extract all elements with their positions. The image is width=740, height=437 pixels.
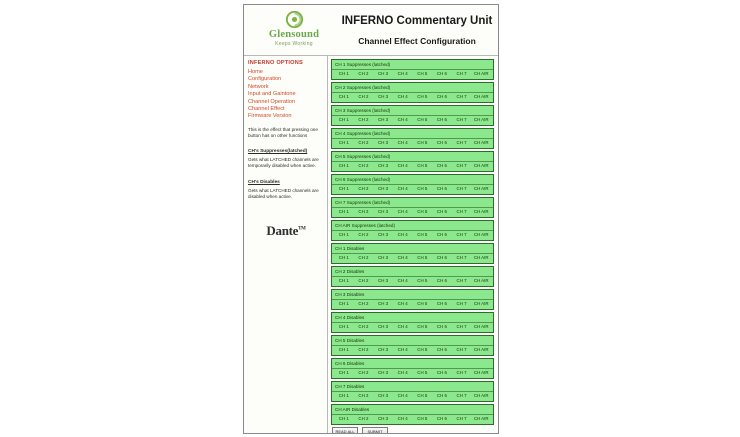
channel-group-title: CH AIR Disables <box>332 405 493 415</box>
channel-toggle-ch-air[interactable]: CH AIR <box>473 71 489 76</box>
channel-toggle-ch-2[interactable]: CH 2 <box>358 301 369 306</box>
channel-group-title: CH 6 Disables <box>332 359 493 369</box>
channel-toggle-ch-1[interactable]: CH 1 <box>338 278 349 283</box>
channel-toggle-ch-3[interactable]: CH 3 <box>378 117 389 122</box>
channel-toggle-ch-5[interactable]: CH 5 <box>417 416 428 421</box>
channel-group-title: CH 2 Suppresses (latched) <box>332 83 493 93</box>
channel-toggle-ch-air[interactable]: CH AIR <box>473 278 489 283</box>
channel-toggle-ch-3[interactable]: CH 3 <box>378 71 389 76</box>
channel-toggle-ch-6[interactable]: CH 6 <box>436 347 447 352</box>
channel-toggle-ch-2[interactable]: CH 2 <box>358 416 369 421</box>
channel-group-title: CH 3 Suppresses (latched) <box>332 106 493 116</box>
dante-logo <box>248 222 324 240</box>
sidebar-item-firmware-version[interactable]: Firmware Version <box>248 113 292 120</box>
sidebar-item-network[interactable]: Network <box>248 83 269 90</box>
channel-toggle-ch-1[interactable]: CH 1 <box>338 301 349 306</box>
channel-toggle-ch-air[interactable]: CH AIR <box>473 94 489 99</box>
sidebar-section-heading-suppresses: CH's Suppresses(latched) <box>248 149 308 155</box>
channel-toggle-ch-3[interactable]: CH 3 <box>378 278 389 283</box>
channel-group <box>331 243 494 264</box>
swirl-logo-icon <box>286 11 303 28</box>
channel-toggle-ch-4[interactable]: CH 4 <box>397 370 408 375</box>
sidebar-item-configuration[interactable]: Configuration <box>248 76 282 83</box>
channel-toggle-ch-air[interactable]: CH AIR <box>473 416 489 421</box>
channel-toggle-ch-7[interactable]: CH 7 <box>456 301 467 306</box>
channel-toggle-ch-6[interactable]: CH 6 <box>436 232 447 237</box>
channel-toggle-ch-6[interactable]: CH 6 <box>436 324 447 329</box>
channel-toggle-ch-7[interactable]: CH 7 <box>456 393 467 398</box>
sidebar-item-channel-effect[interactable]: Channel Effect <box>248 106 285 113</box>
channel-group-title: CH 4 Disables <box>332 313 493 323</box>
channel-group <box>331 335 494 356</box>
channel-toggle-ch-1[interactable]: CH 1 <box>338 370 349 375</box>
channel-toggle-ch-5[interactable]: CH 5 <box>417 140 428 145</box>
channel-toggle-ch-6[interactable]: CH 6 <box>436 186 447 191</box>
channel-group <box>331 174 494 195</box>
channel-toggle-ch-2[interactable]: CH 2 <box>358 71 369 76</box>
channel-group-title: CH 1 Disables <box>332 244 493 254</box>
page-title: INFERNO Commentary Unit <box>341 15 493 27</box>
channel-toggle-row <box>332 231 493 241</box>
channel-group <box>331 289 494 310</box>
channel-toggle-ch-2[interactable]: CH 2 <box>358 94 369 99</box>
channel-toggle-ch-5[interactable]: CH 5 <box>417 370 428 375</box>
channel-group <box>331 358 494 379</box>
channel-toggle-ch-7[interactable]: CH 7 <box>456 94 467 99</box>
channel-toggle-row <box>332 369 493 379</box>
channel-toggle-ch-1[interactable]: CH 1 <box>338 186 349 191</box>
channel-toggle-row <box>332 116 493 126</box>
channel-toggle-ch-air[interactable]: CH AIR <box>473 232 489 237</box>
channel-toggle-ch-2[interactable]: CH 2 <box>358 163 369 168</box>
channel-toggle-ch-4[interactable]: CH 4 <box>397 94 408 99</box>
channel-toggle-ch-3[interactable]: CH 3 <box>378 370 389 375</box>
channel-toggle-ch-7[interactable]: CH 7 <box>456 209 467 214</box>
channel-toggle-ch-7[interactable]: CH 7 <box>456 416 467 421</box>
brand-name: Glensound <box>268 29 320 40</box>
channel-group <box>331 312 494 333</box>
channel-toggle-ch-6[interactable]: CH 6 <box>436 71 447 76</box>
channel-group <box>331 105 494 126</box>
channel-toggle-ch-6[interactable]: CH 6 <box>436 416 447 421</box>
application-window <box>243 4 499 434</box>
channel-toggle-ch-7[interactable]: CH 7 <box>456 278 467 283</box>
channel-toggle-ch-air[interactable]: CH AIR <box>473 255 489 260</box>
channel-toggle-row <box>332 162 493 172</box>
channel-toggle-row <box>332 415 493 425</box>
channel-toggle-row <box>332 254 493 264</box>
channel-toggle-row <box>332 70 493 80</box>
channel-toggle-ch-3[interactable]: CH 3 <box>378 393 389 398</box>
channel-toggle-ch-7[interactable]: CH 7 <box>456 163 467 168</box>
channel-toggle-ch-7[interactable]: CH 7 <box>456 140 467 145</box>
channel-toggle-ch-4[interactable]: CH 4 <box>397 324 408 329</box>
channel-toggle-ch-5[interactable]: CH 5 <box>417 71 428 76</box>
channel-toggle-ch-air[interactable]: CH AIR <box>473 117 489 122</box>
channel-toggle-ch-4[interactable]: CH 4 <box>397 347 408 352</box>
channel-group <box>331 381 494 402</box>
channel-toggle-ch-6[interactable]: CH 6 <box>436 94 447 99</box>
sidebar-section-heading-disables: CH's Disables <box>248 179 280 185</box>
channel-toggle-ch-6[interactable]: CH 6 <box>436 301 447 306</box>
channel-toggle-ch-2[interactable]: CH 2 <box>358 347 369 352</box>
channel-toggle-ch-4[interactable]: CH 4 <box>397 393 408 398</box>
channel-toggle-ch-4[interactable]: CH 4 <box>397 416 408 421</box>
channel-toggle-ch-6[interactable]: CH 6 <box>436 117 447 122</box>
channel-toggle-ch-3[interactable]: CH 3 <box>378 140 389 145</box>
sidebar-intro-note: This is the effect that pressing one button has on other functions <box>248 126 318 139</box>
channel-group <box>331 59 494 80</box>
brand-logo <box>250 11 338 47</box>
channel-effect-list <box>328 56 498 433</box>
channel-group-title: CH 2 Disables <box>332 267 493 277</box>
channel-toggle-ch-1[interactable]: CH 1 <box>338 347 349 352</box>
channel-toggle-ch-1[interactable]: CH 1 <box>338 416 349 421</box>
channel-group <box>331 82 494 103</box>
channel-toggle-ch-air[interactable]: CH AIR <box>473 163 489 168</box>
channel-toggle-ch-4[interactable]: CH 4 <box>397 117 408 122</box>
channel-group <box>331 197 494 218</box>
title-block <box>340 14 494 47</box>
channel-toggle-ch-6[interactable]: CH 6 <box>436 209 447 214</box>
channel-toggle-ch-3[interactable]: CH 3 <box>378 324 389 329</box>
channel-toggle-ch-3[interactable]: CH 3 <box>378 301 389 306</box>
dante-trademark: TM <box>298 226 306 232</box>
channel-toggle-ch-4[interactable]: CH 4 <box>397 278 408 283</box>
channel-group-title: CH 5 Suppresses (latched) <box>332 152 493 162</box>
channel-toggle-ch-air[interactable]: CH AIR <box>473 370 489 375</box>
channel-toggle-ch-1[interactable]: CH 1 <box>338 393 349 398</box>
channel-toggle-ch-7[interactable]: CH 7 <box>456 186 467 191</box>
channel-toggle-ch-air[interactable]: CH AIR <box>473 393 489 398</box>
sidebar-section-text-suppresses: Gets what LATCHED channels are temporarily disabled when active. <box>248 157 319 169</box>
channel-group-title: CH 6 Suppresses (latched) <box>332 175 493 185</box>
footer-buttons <box>331 427 494 433</box>
channel-toggle-ch-3[interactable]: CH 3 <box>378 186 389 191</box>
channel-toggle-row <box>332 346 493 356</box>
channel-toggle-ch-1[interactable]: CH 1 <box>338 94 349 99</box>
channel-group <box>331 220 494 241</box>
channel-toggle-ch-5[interactable]: CH 5 <box>417 255 428 260</box>
channel-toggle-ch-6[interactable]: CH 6 <box>436 278 447 283</box>
channel-toggle-ch-1[interactable]: CH 1 <box>338 209 349 214</box>
channel-toggle-ch-3[interactable]: CH 3 <box>378 232 389 237</box>
channel-group-title: CH 7 Disables <box>332 382 493 392</box>
sidebar-title: INFERNO OPTIONS <box>248 60 303 66</box>
sidebar-item-home[interactable]: Home <box>248 69 263 75</box>
channel-toggle-ch-5[interactable]: CH 5 <box>417 324 428 329</box>
channel-toggle-ch-7[interactable]: CH 7 <box>456 232 467 237</box>
channel-group-title: CH 4 Suppresses (latched) <box>332 129 493 139</box>
channel-toggle-ch-5[interactable]: CH 5 <box>417 209 428 214</box>
sidebar-section-text-disables: Gets what LATCHED channels are disabled when active. <box>248 187 319 199</box>
channel-toggle-ch-4[interactable]: CH 4 <box>397 186 408 191</box>
submit-button[interactable]: SUBMIT <box>362 427 388 433</box>
channel-toggle-ch-2[interactable]: CH 2 <box>358 117 369 122</box>
channel-toggle-ch-7[interactable]: CH 7 <box>456 117 467 122</box>
channel-toggle-row <box>332 277 493 287</box>
channel-toggle-ch-air[interactable]: CH AIR <box>473 324 489 329</box>
channel-toggle-ch-5[interactable]: CH 5 <box>417 301 428 306</box>
channel-toggle-ch-5[interactable]: CH 5 <box>417 94 428 99</box>
channel-toggle-ch-2[interactable]: CH 2 <box>358 324 369 329</box>
channel-toggle-ch-7[interactable]: CH 7 <box>456 370 467 375</box>
channel-toggle-ch-air[interactable]: CH AIR <box>473 186 489 191</box>
channel-toggle-ch-5[interactable]: CH 5 <box>417 232 428 237</box>
channel-toggle-ch-6[interactable]: CH 6 <box>436 140 447 145</box>
channel-toggle-ch-4[interactable]: CH 4 <box>397 255 408 260</box>
channel-group-title: CH 5 Disables <box>332 336 493 346</box>
channel-toggle-ch-2[interactable]: CH 2 <box>358 278 369 283</box>
channel-toggle-ch-4[interactable]: CH 4 <box>397 209 408 214</box>
channel-toggle-row <box>332 93 493 103</box>
channel-toggle-ch-1[interactable]: CH 1 <box>338 324 349 329</box>
channel-toggle-row <box>332 208 493 218</box>
channel-group <box>331 128 494 149</box>
channel-toggle-ch-4[interactable]: CH 4 <box>397 140 408 145</box>
channel-toggle-row <box>332 323 493 333</box>
channel-toggle-ch-7[interactable]: CH 7 <box>456 347 467 352</box>
channel-toggle-ch-air[interactable]: CH AIR <box>473 209 489 214</box>
brand-tagline: Keeps Working <box>275 41 313 47</box>
channel-toggle-ch-1[interactable]: CH 1 <box>338 117 349 122</box>
channel-toggle-ch-7[interactable]: CH 7 <box>456 324 467 329</box>
channel-toggle-row <box>332 139 493 149</box>
channel-toggle-ch-1[interactable]: CH 1 <box>338 163 349 168</box>
dante-label: Dante <box>266 223 299 239</box>
read-all-button[interactable]: READ ALL <box>332 427 358 433</box>
channel-toggle-ch-2[interactable]: CH 2 <box>358 232 369 237</box>
sidebar-item-input-gaintone[interactable]: Input and Gaintone <box>248 91 296 98</box>
channel-toggle-ch-5[interactable]: CH 5 <box>417 117 428 122</box>
channel-toggle-ch-3[interactable]: CH 3 <box>378 209 389 214</box>
channel-toggle-ch-7[interactable]: CH 7 <box>456 71 467 76</box>
channel-toggle-row <box>332 300 493 310</box>
channel-toggle-ch-5[interactable]: CH 5 <box>417 393 428 398</box>
channel-toggle-ch-air[interactable]: CH AIR <box>473 347 489 352</box>
channel-toggle-ch-3[interactable]: CH 3 <box>378 255 389 260</box>
channel-toggle-ch-5[interactable]: CH 5 <box>417 347 428 352</box>
channel-toggle-ch-air[interactable]: CH AIR <box>473 140 489 145</box>
channel-toggle-ch-4[interactable]: CH 4 <box>397 71 408 76</box>
channel-group-title: CH AIR Suppresses (latched) <box>332 221 493 231</box>
channel-toggle-ch-3[interactable]: CH 3 <box>378 163 389 168</box>
channel-group-title: CH 1 Suppresses (latched) <box>332 60 493 70</box>
channel-group <box>331 266 494 287</box>
channel-group-title: CH 3 Disables <box>332 290 493 300</box>
channel-toggle-ch-2[interactable]: CH 2 <box>358 370 369 375</box>
channel-toggle-ch-6[interactable]: CH 6 <box>436 370 447 375</box>
channel-group <box>331 404 494 425</box>
channel-toggle-ch-2[interactable]: CH 2 <box>358 255 369 260</box>
sidebar <box>244 56 328 433</box>
channel-toggle-ch-6[interactable]: CH 6 <box>436 163 447 168</box>
channel-toggle-ch-1[interactable]: CH 1 <box>338 232 349 237</box>
channel-toggle-ch-5[interactable]: CH 5 <box>417 186 428 191</box>
channel-toggle-ch-6[interactable]: CH 6 <box>436 393 447 398</box>
channel-toggle-ch-2[interactable]: CH 2 <box>358 140 369 145</box>
channel-toggle-ch-3[interactable]: CH 3 <box>378 347 389 352</box>
channel-toggle-ch-2[interactable]: CH 2 <box>358 186 369 191</box>
channel-group <box>331 151 494 172</box>
channel-toggle-ch-3[interactable]: CH 3 <box>378 416 389 421</box>
channel-toggle-ch-2[interactable]: CH 2 <box>358 209 369 214</box>
channel-toggle-ch-air[interactable]: CH AIR <box>473 301 489 306</box>
channel-toggle-ch-4[interactable]: CH 4 <box>397 163 408 168</box>
app-body <box>244 56 498 433</box>
channel-toggle-ch-5[interactable]: CH 5 <box>417 278 428 283</box>
channel-toggle-row <box>332 392 493 402</box>
sidebar-item-channel-operation[interactable]: Channel Operation <box>248 98 295 105</box>
channel-toggle-ch-3[interactable]: CH 3 <box>378 94 389 99</box>
channel-toggle-ch-1[interactable]: CH 1 <box>338 140 349 145</box>
channel-toggle-ch-1[interactable]: CH 1 <box>338 71 349 76</box>
channel-toggle-ch-1[interactable]: CH 1 <box>338 255 349 260</box>
channel-group-title: CH 7 Suppresses (latched) <box>332 198 493 208</box>
channel-toggle-ch-5[interactable]: CH 5 <box>417 163 428 168</box>
channel-toggle-row <box>332 185 493 195</box>
page-subtitle: Channel Effect Configuration <box>358 36 476 46</box>
channel-toggle-ch-4[interactable]: CH 4 <box>397 301 408 306</box>
app-header <box>244 5 498 56</box>
channel-toggle-ch-4[interactable]: CH 4 <box>397 232 408 237</box>
channel-toggle-ch-6[interactable]: CH 6 <box>436 255 447 260</box>
channel-toggle-ch-2[interactable]: CH 2 <box>358 393 369 398</box>
channel-toggle-ch-7[interactable]: CH 7 <box>456 255 467 260</box>
channel-groups-host <box>331 59 494 425</box>
